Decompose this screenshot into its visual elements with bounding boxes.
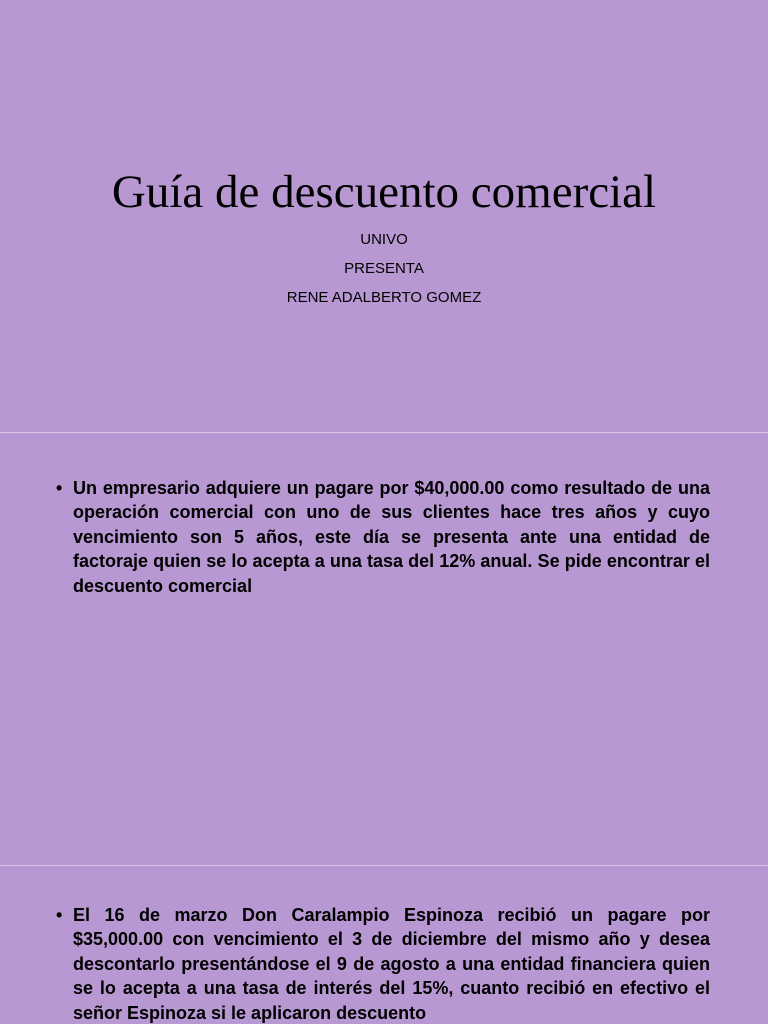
problem-2-text: El 16 de marzo Don Caralampio Espinoza recibió un pagare por $35,000.00 con vencimiento el 3 de diciembre del mismo año y desea descontarlo presentándose el 9 de agosto a una entidad financiera quien se lo acepta a una tasa de interés del 15%, cuanto recibió en efectivo el señor Espinoza si le aplicaron descuento [73, 905, 710, 1023]
presents-label: PRESENTA [344, 260, 424, 277]
institution-label: UNIVO [360, 231, 408, 248]
problem-2-bullet [56, 903, 710, 1024]
problem-1-text: Un empresario adquiere un pagare por $40,000.00 como resultado de una operación comercial con uno de sus clientes hace tres años y cuyo vencimiento son 5 años, este día se presenta ante una entidad de factoraje quien se lo acepta a una tasa del 12% anual. Se pide encontrar el descuento comercial [73, 478, 710, 596]
title-slide [0, 0, 768, 432]
author-name: RENE ADALBERTO GOMEZ [286, 289, 482, 306]
page-title: Guía de descuento comercial [111, 166, 657, 218]
bullet-icon: • [56, 905, 63, 925]
bullet-icon: • [56, 478, 63, 498]
problem-1-bullet [56, 476, 710, 598]
